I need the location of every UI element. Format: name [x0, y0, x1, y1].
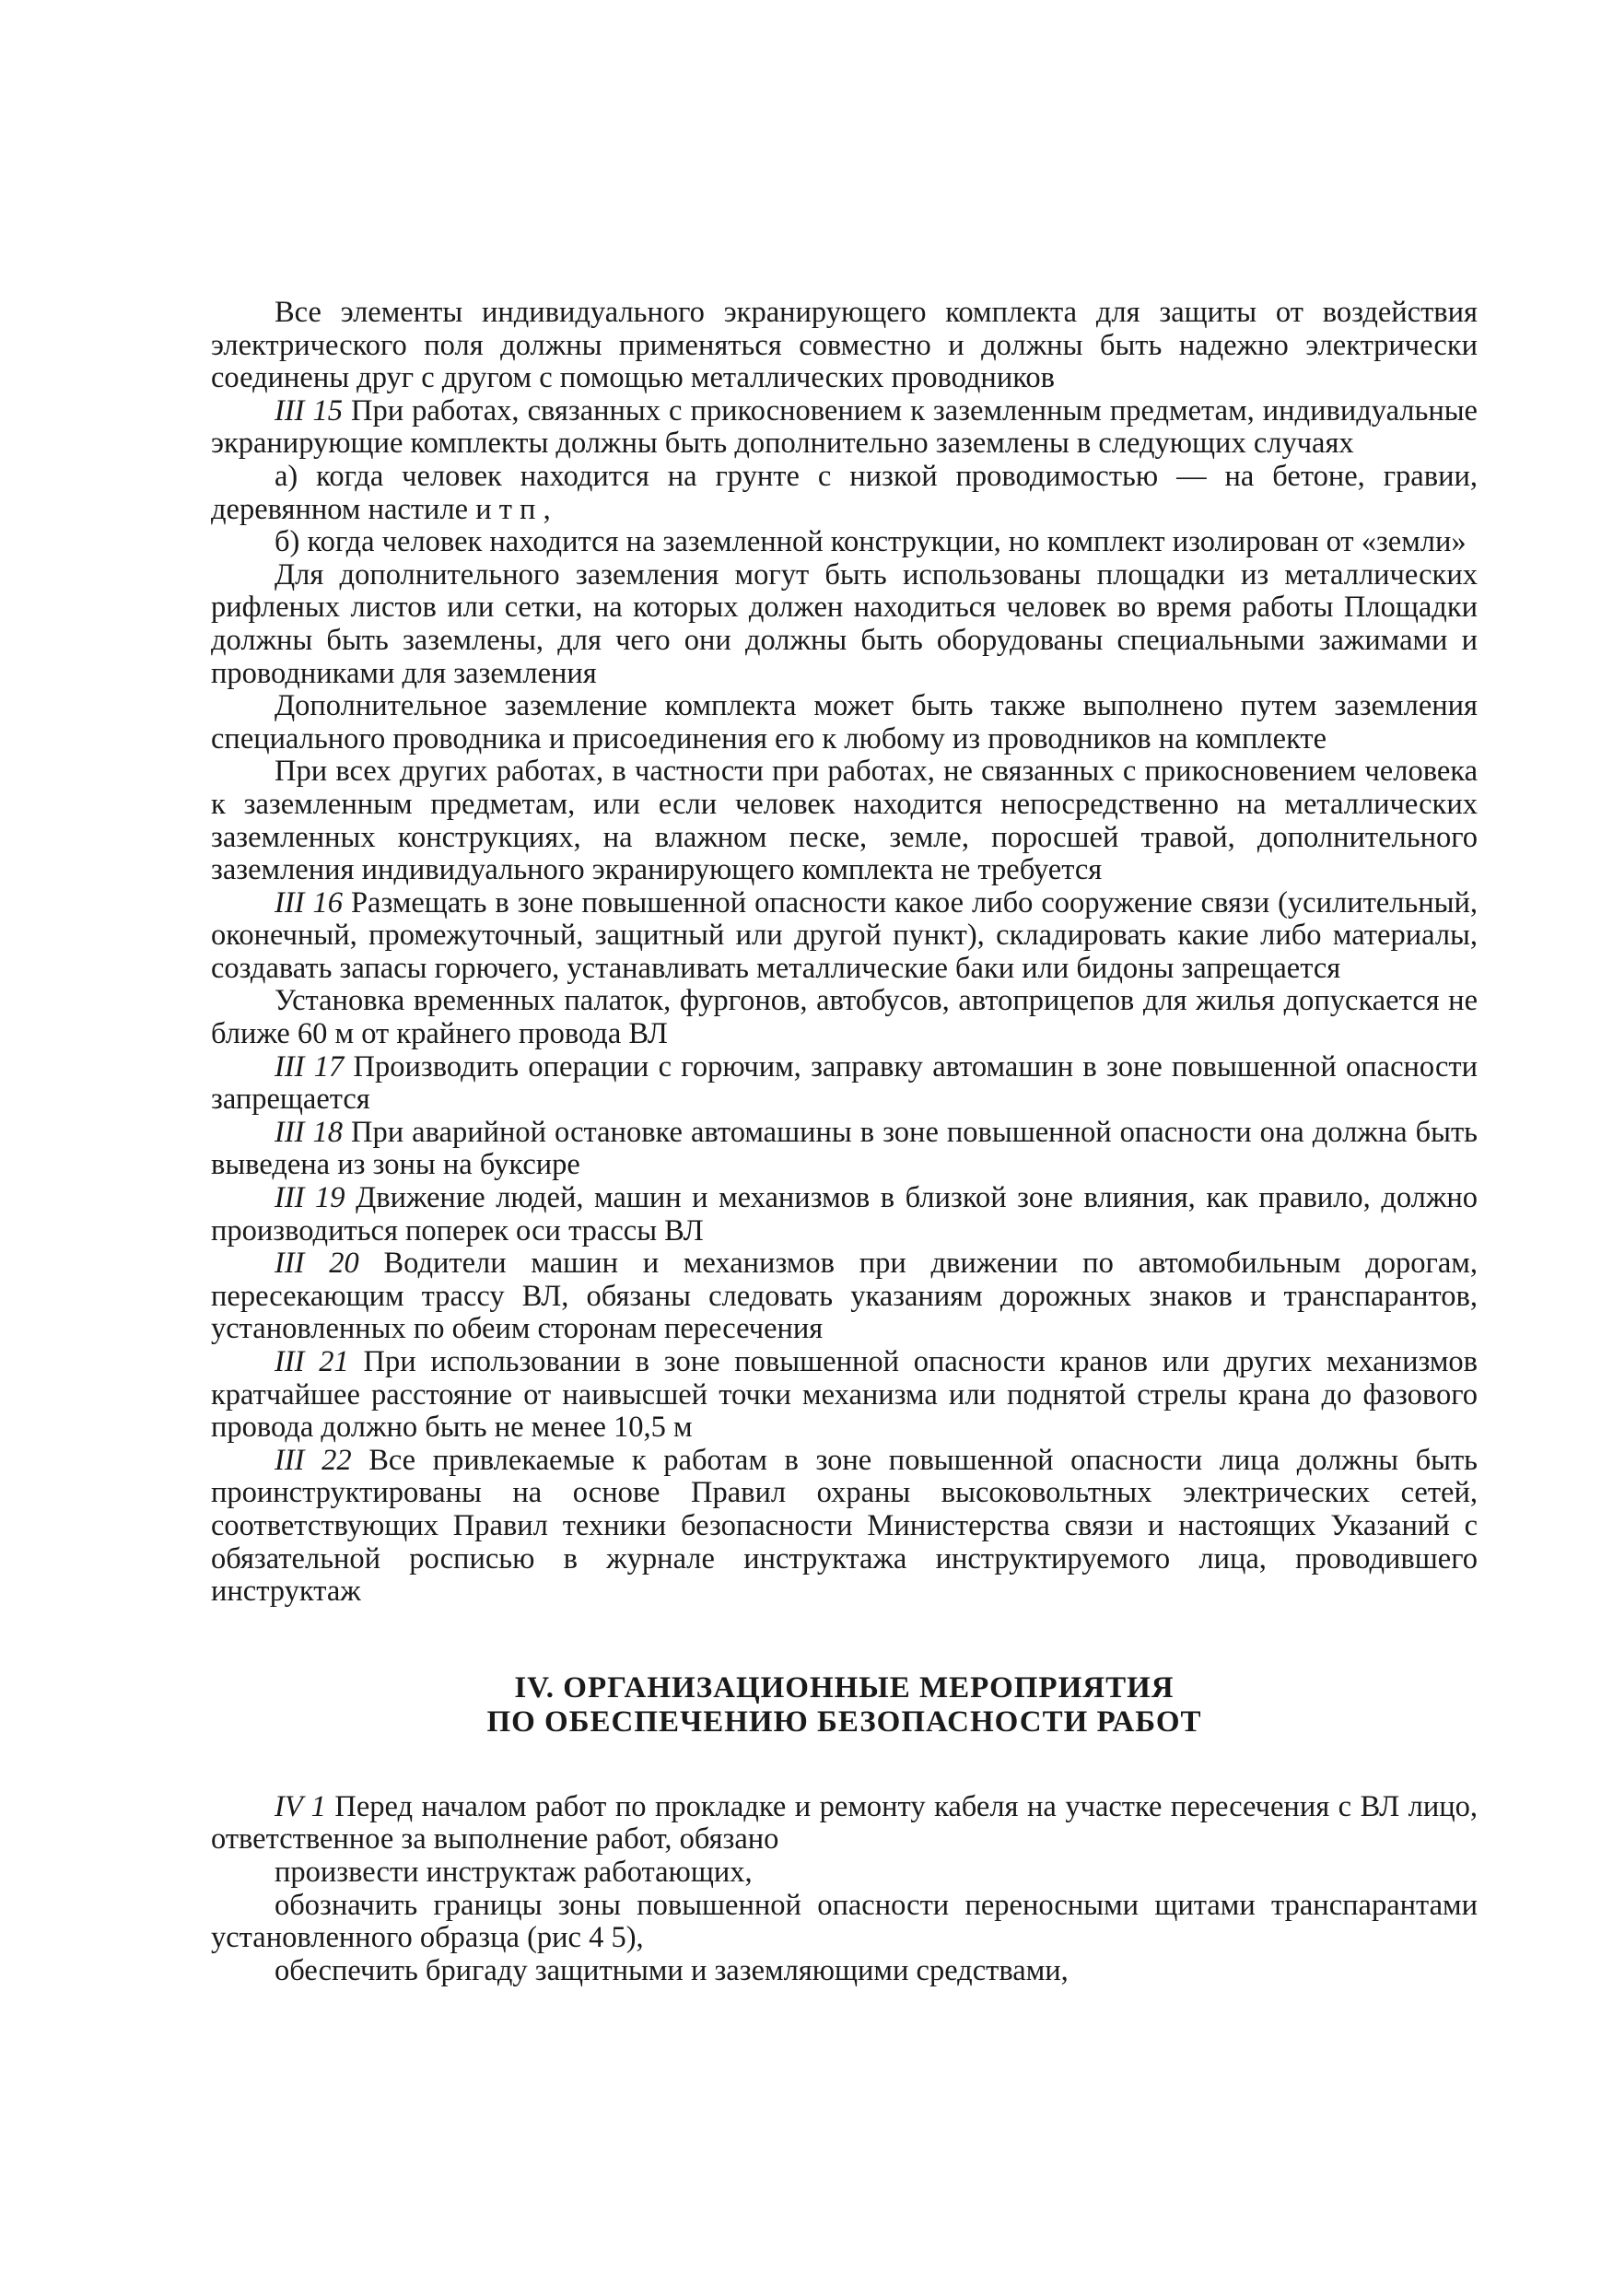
- paragraph: [211, 1445, 1478, 1609]
- paragraph-text: При аварийной остановке автомашины в зоне повышенной опасности она должна быть выведена из зоны на буксире: [211, 1115, 1478, 1182]
- clause-number: III 16: [275, 885, 343, 920]
- paragraph-text: обеспечить бригаду защитными и заземляющими средствами,: [275, 1953, 1069, 1987]
- paragraph-text: б) когда человек находится на заземленной конструкции, но комплект изолирован от «земли»: [275, 525, 1467, 559]
- clause-number: III 21: [275, 1345, 349, 1378]
- paragraph: [211, 1890, 1478, 1955]
- paragraph-text: Производить операции с горючим, заправку автомашин в зоне повышенной опасности запрещается: [211, 1049, 1478, 1117]
- paragraph: [211, 1182, 1478, 1248]
- section-heading-line-1: IV. ОРГАНИЗАЦИОННЫЕ МЕРОПРИЯТИЯ: [514, 1670, 1175, 1704]
- paragraph: [211, 395, 1478, 461]
- paragraph-text: Движение людей, машин и механизмов в близкой зоне влияния, как правило, должно производиться поперек оси трассы ВЛ: [211, 1181, 1478, 1248]
- paragraph: [211, 1248, 1478, 1346]
- paragraph: [211, 1117, 1478, 1182]
- paragraph-text: Для дополнительного заземления могут быть использованы площадки из металлических рифленых листов или сетки, на которых должен находиться человек во время работы Площадки должны быть заземлены, для чего они должны быть оборудованы специальными зажимами и проводниками для заземления: [211, 557, 1478, 690]
- paragraph-text: Установка временных палаток, фургонов, автобусов, автоприцепов для жилья допускается не ближе 60 м от крайнего провода ВЛ: [211, 984, 1478, 1051]
- clause-number: III 15: [275, 393, 343, 428]
- section-4-body: [211, 1791, 1478, 1988]
- clause-number: III 18: [275, 1115, 343, 1149]
- section-3-body: [211, 297, 1478, 1609]
- paragraph: [211, 1051, 1478, 1117]
- paragraph: [211, 756, 1478, 886]
- paragraph-text: Все привлекаемые к работам в зоне повышенной опасности лица должны быть проинструктированы на основе Правил охраны высоковольтных электрических сетей, соответствующих Правил техники безопасности Министерства связи и настоящих Указаний с обязательной росписью в журнале инструктажа инструктируемого лица, проводившего инструктаж: [211, 1443, 1478, 1609]
- paragraph-text: Водители машин и механизмов при движении по автомобильным дорогам, пересекающим трассу ВЛ, обязаны следовать указаниям дорожных знаков и транспарантов, установленных по обеим сторонам пересечения: [211, 1247, 1478, 1346]
- paragraph: [211, 1791, 1478, 1857]
- heading-gap: [211, 1740, 1478, 1791]
- paragraph-text: Все элементы индивидуального экранирующего комплекта для защиты от воздействия электрического поля должны применяться совместно и должны быть надежно электрически соединены друг с другом с помощью металлических проводников: [211, 296, 1478, 395]
- paragraph-text: произвести инструктаж работающих,: [275, 1855, 753, 1889]
- section-gap: [211, 1609, 1478, 1671]
- paragraph: [211, 1955, 1478, 1988]
- section-heading-line-2: ПО ОБЕСПЕЧЕНИЮ БЕЗОПАСНОСТИ РАБОТ: [486, 1704, 1202, 1739]
- paragraph-text: обозначить границы зоны повышенной опасности переносными щитами транспарантами установленного образца (рис 4 5),: [211, 1888, 1478, 1955]
- paragraph: [211, 559, 1478, 690]
- paragraph: [211, 887, 1478, 986]
- clause-number: III 19: [275, 1181, 345, 1215]
- paragraph-text: При использовании в зоне повышенной опасности кранов или других механизмов кратчайшее расстояние от наивысшей точки механизма или поднятой стрелы крана до фазового провода должно быть не менее 10,5 м: [211, 1345, 1478, 1445]
- clause-number: III 20: [275, 1247, 359, 1281]
- clause-number: IV 1: [275, 1789, 326, 1823]
- paragraph: [211, 297, 1478, 395]
- clause-number: III 22: [275, 1443, 352, 1477]
- paragraph: [211, 461, 1478, 526]
- document-page: [211, 297, 1478, 1987]
- paragraph: [211, 1857, 1478, 1890]
- clause-number: III 17: [275, 1049, 345, 1084]
- paragraph-text: При всех других работах, в частности при работах, не связанных с прикосновением человека к заземленным предметам, или если человек находится непосредственно на металлических заземленных конструкциях, на влажном песке, земле, поросшей травой, дополнительного заземления индивидуального экранирующего комплекта не требуется: [211, 755, 1478, 887]
- paragraph: [211, 1346, 1478, 1445]
- paragraph: [211, 526, 1478, 559]
- paragraph-text: а) когда человек находится на грунте с низкой проводимостью — на бетоне, гравии, деревянном настиле и т п ,: [211, 459, 1478, 526]
- paragraph: [211, 985, 1478, 1050]
- paragraph-text: Перед началом работ по прокладке и ремонту кабеля на участке пересечения с ВЛ лицо, ответственное за выполнение работ, обязано: [211, 1789, 1478, 1857]
- paragraph-text: Дополнительное заземление комплекта может быть также выполнено путем заземления специального проводника и присоединения его к любому из проводников на комплекте: [211, 689, 1478, 756]
- paragraph: [211, 690, 1478, 756]
- paragraph-text: При работах, связанных с прикосновением к заземленным предметам, индивидуальные экранирующие комплекты должны быть дополнительно заземлены в следующих случаях: [211, 393, 1478, 461]
- paragraph-text: Размещать в зоне повышенной опасности какое либо сооружение связи (усилительный, оконечный, промежуточный, защитный или другой пункт), складировать какие либо материалы, создавать запасы горючего, устанавливать металлические баки или бидоны запрещается: [211, 885, 1479, 985]
